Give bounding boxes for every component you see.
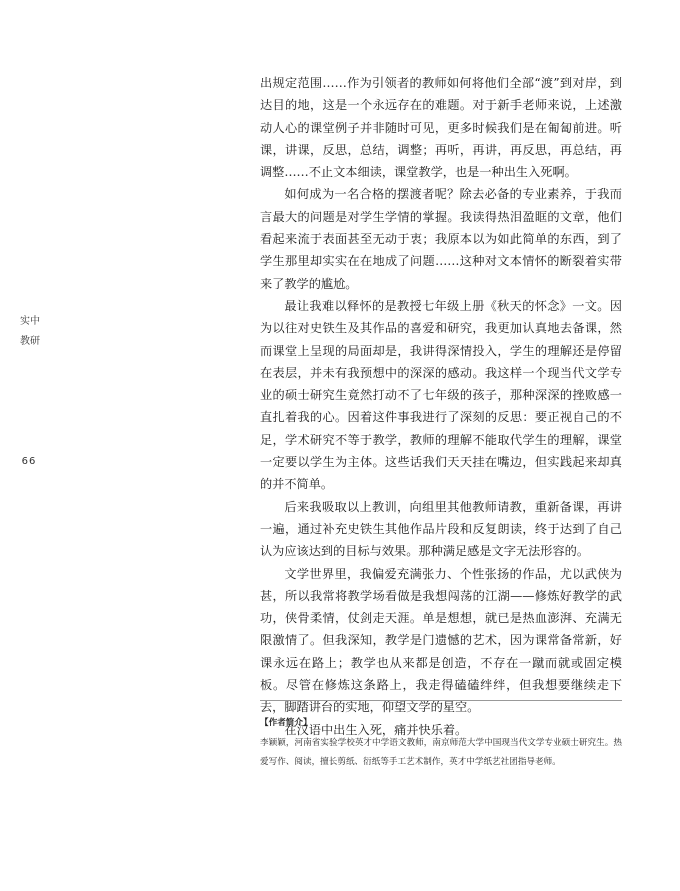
page-number: 66: [21, 456, 37, 467]
article-body: [260, 72, 622, 741]
section-divider: [260, 700, 622, 701]
author-bio: [260, 714, 622, 773]
author-bio-text: 李颖颖，河南省实验学校英才中学语文教师，南京师范大学中国现当代文学专业硕士研究生。热爱写作、阅读，擅长剪纸、衍纸等手工艺术制作，英才中学纸艺社团指导老师。: [260, 737, 622, 767]
column-name: 实中教研: [20, 316, 40, 347]
paragraph-5: 文学世界里，我偏爱充满张力、个性张扬的作品，尤以武侠为甚，所以我常将教学场看做是我想闯荡的江湖——修炼好教学的武功，侠骨柔情，仗剑走天涯。单是想想，就已是热血澎湃、充满无限激情了。但我深知，教学是门遗憾的艺术，因为课常备常新，好课永远在路上；教学也从来都是创造，不存在一蹴而就或固定模板。尽管在修炼这条路上，我走得磕磕绊绊，但我想要继续走下去，脚踏讲台的实地，仰望文学的星空。: [260, 566, 622, 715]
paragraph-1: 出规定范围……作为引领者的教师如何将他们全部“渡”到对岸，到达目的地，这是一个永远存在的难题。对于新手老师来说，上述激动人心的课堂例子并非随时可见，更多时候我们是在匍匐前进。听课，讲课，反思，总结，调整；再听，再讲，再反思，再总结，再调整……不止文本细读，课堂教学，也是一种出生入死啊。: [260, 76, 622, 180]
author-bio-title: 【作者简介】: [260, 718, 312, 728]
paragraph-4: 后来我吸取以上教训，向组里其他教师请教，重新备课，再讲一遍，通过补充史铁生其他作品片段和反复朗读，终于达到了自己认为应该达到的目标与效果。那种满足感是文字无法形容的。: [260, 499, 622, 559]
paragraph-6: 在汉语中出生入死，痛并快乐着。: [284, 722, 468, 737]
paragraph-3: 最让我难以释怀的是教授七年级上册《秋天的怀念》一文。因为以往对史铁生及其作品的喜爱和研究，我更加认真地去备课，然而课堂上呈现的局面却是，我讲得深情投入，学生的理解还是停留在表层，并未有我预想中的深深的感动。我这样一个现当代文学专业的硕士研究生竟然打动不了七年级的孩子，那种深深的挫败感一直扎着我的心。因着这件事我进行了深刻的反思：要正视自己的不足，学术研究不等于教学，教师的理解不能取代学生的理解，课堂一定要以学生为主体。这些话我们天天挂在嘴边，但实践起来却真的并不简单。: [260, 298, 622, 492]
paragraph-2: 如何成为一名合格的摆渡者呢？除去必备的专业素养，于我而言最大的问题是对学生学情的掌握。我读得热泪盈眶的文章，他们看起来流于表面甚至无动于衷；我原本以为如此简单的东西，到了学生那里却实实在在地成了问题……这种对文本情怀的断裂着实带来了教学的尴尬。: [260, 187, 622, 291]
